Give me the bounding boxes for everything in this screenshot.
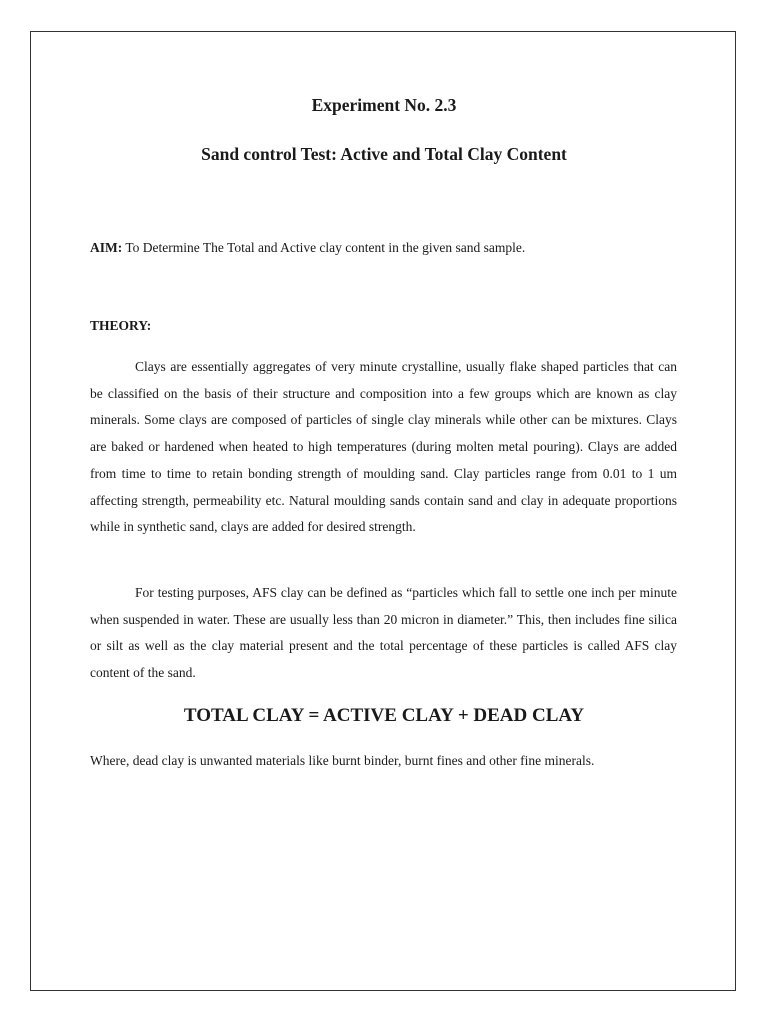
clay-formula: TOTAL CLAY = ACTIVE CLAY + DEAD CLAY — [183, 705, 585, 726]
dead-clay-definition: Where, dead clay is unwanted materials like burnt binder, burnt fines and other fine minerals. — [90, 753, 595, 768]
experiment-title: Experiment No. 2.3 — [311, 95, 457, 115]
aim-line — [90, 240, 525, 256]
theory-paragraph-1: Clays are essentially aggregates of very minute crystalline, usually flake shaped particles that can be classified on the basis of their structure and composition into a few groups which are known as clay minerals. Some clays are composed of particles of single clay minerals while other can be mixtures. Clays are baked or hardened when heated to high temperatures (during molten metal pouring). Clays are added from time to time to retain bonding strength of moulding sand. Clay particles range from 0.01 to 1 um affecting strength, permeability etc. Natural moulding sands contain sand and clay in adequate proportions while in synthetic sand, clays are added for desired strength. — [90, 359, 677, 535]
theory-paragraph-2: For testing purposes, AFS clay can be defined as “particles which fall to settle one inch per minute when suspended in water. These are usually less than 20 micron in diameter.” This, then includes fine silica or silt as well as the clay material present and the total percentage of these particles is called AFS clay content of the sand. — [90, 585, 677, 681]
document-subtitle: Sand control Test: Active and Total Clay Content — [201, 144, 567, 164]
theory-heading: THEORY: — [90, 318, 152, 333]
aim-text: To Determine The Total and Active clay content in the given sand sample. — [122, 240, 526, 255]
aim-label: AIM: — [90, 240, 123, 255]
